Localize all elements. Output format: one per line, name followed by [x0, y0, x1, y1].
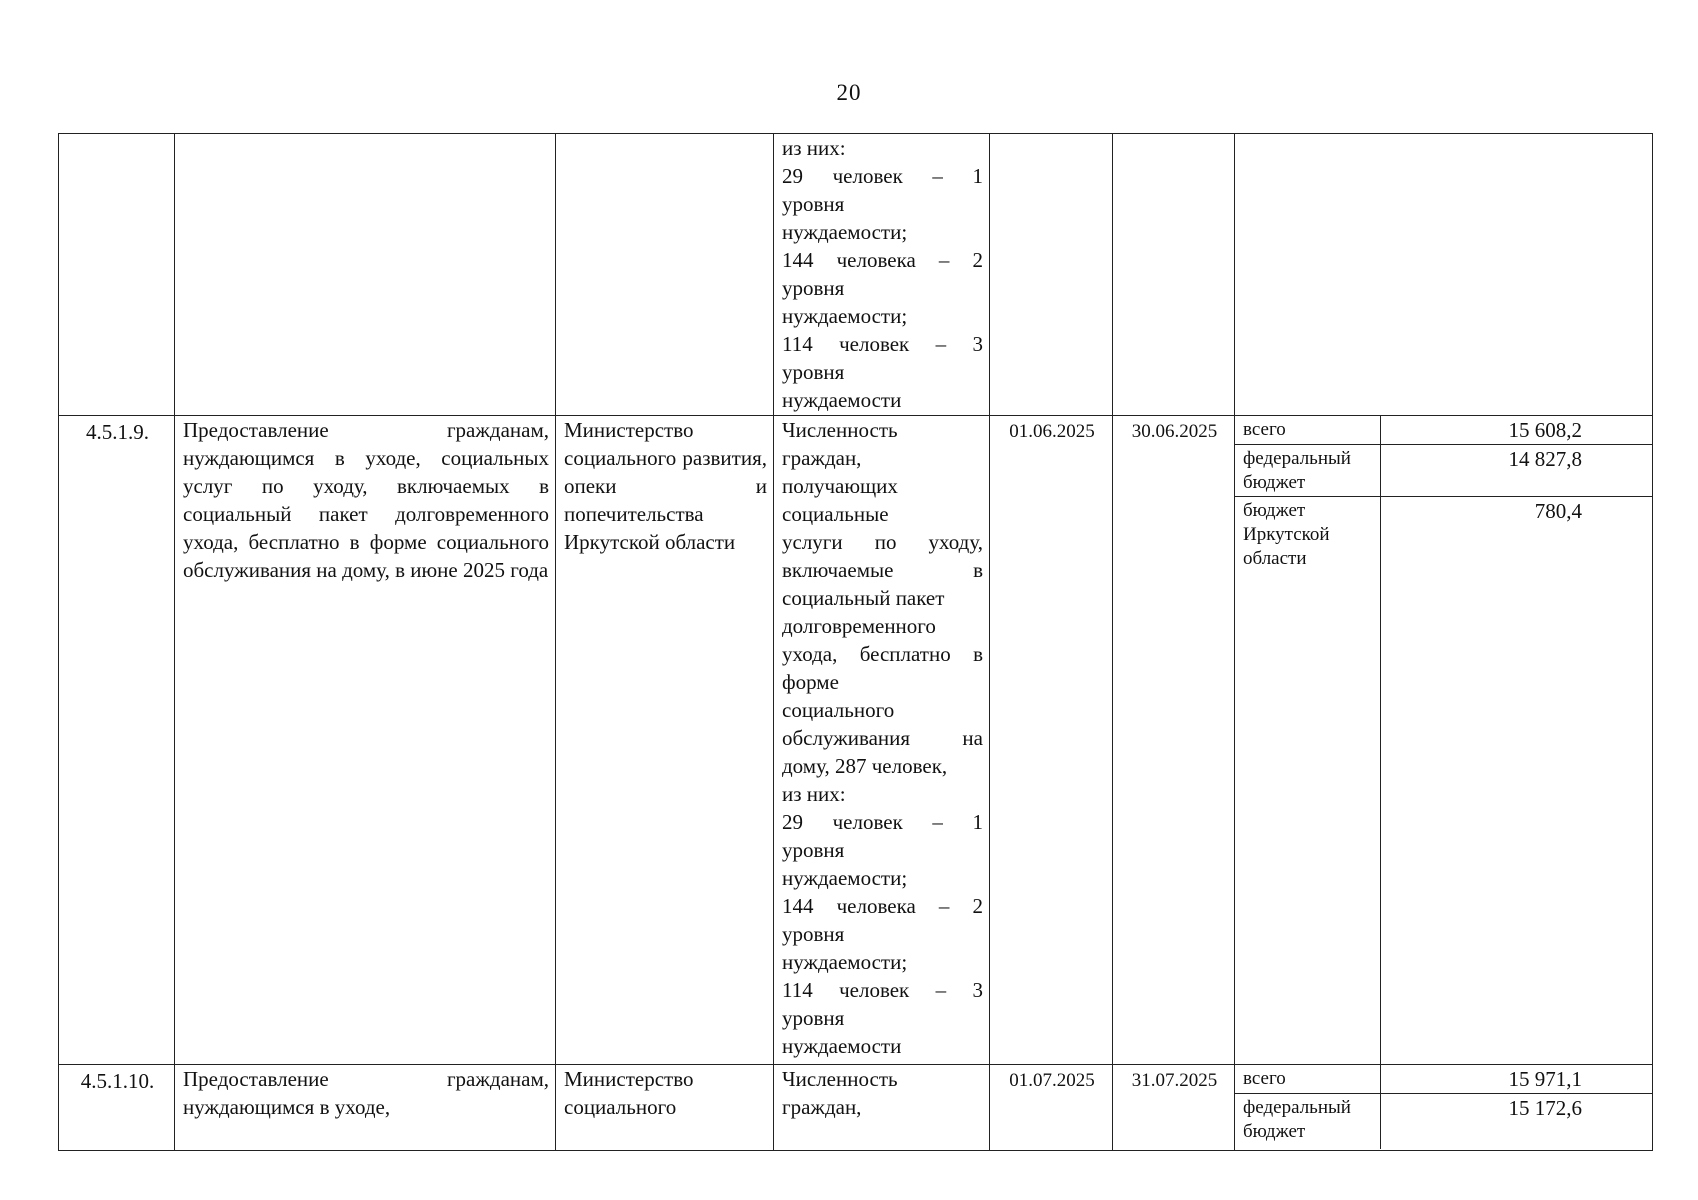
indicator-line: из них: [782, 136, 846, 160]
indicator-line: граждан, [782, 446, 862, 470]
indicator-line: уровня [782, 192, 845, 216]
finance-row [1235, 1093, 1652, 1149]
indicator-line: Численность [782, 1067, 898, 1091]
start-date-cell [990, 134, 1113, 416]
indicator-line: 144 человека – 2 [782, 894, 983, 918]
indicator-line: нуждаемости; [782, 950, 908, 974]
indicator-line: 144 человека – 2 [782, 248, 983, 272]
finance-row [1235, 1065, 1652, 1093]
indicator-cell [774, 134, 990, 416]
indicator-line: нуждаемости; [782, 220, 908, 244]
indicator-cell [774, 1065, 990, 1151]
indicator-line: включаемые в [782, 558, 983, 582]
finance-cell [1235, 134, 1653, 416]
indicator-cell [774, 416, 990, 1065]
finance-table [1235, 416, 1652, 1064]
funding-source: федеральный бюджет [1235, 444, 1380, 496]
funding-amount: 14 827,8 [1380, 444, 1652, 496]
finance-table [1235, 1065, 1652, 1149]
indicator-line: социальный пакет [782, 586, 945, 610]
page-number: 20 [836, 80, 862, 105]
table-row [59, 1065, 1653, 1151]
indicator-line: 114 человек – 3 [782, 978, 983, 1002]
indicator-line: 29 человек – 1 [782, 810, 983, 834]
indicator-line: дому, 287 человек, [782, 754, 948, 778]
indicator-line: нуждаемости; [782, 866, 908, 890]
finance-row [1235, 416, 1652, 444]
funding-source: федеральный бюджет [1243, 1096, 1351, 1142]
indicator-line: уровня [782, 1006, 845, 1030]
funding-source: бюджет Иркутской области [1243, 499, 1330, 569]
finance-cell [1235, 416, 1653, 1065]
finance-row [1235, 444, 1652, 496]
funding-amount: 15 971,1 [1380, 1065, 1652, 1093]
indicator-line: граждан, [782, 1095, 862, 1119]
measure-name-cell [175, 134, 556, 416]
indicator-line: получающих [782, 474, 898, 498]
start-date-cell: 01.07.2025 [990, 1065, 1113, 1151]
indicator-line: уровня [782, 922, 845, 946]
measure-number-cell: 4.5.1.9. [59, 416, 175, 1065]
table-row [59, 416, 1653, 1065]
funding-source: всего [1235, 416, 1380, 444]
measure-number-cell: 4.5.1.10. [59, 1065, 175, 1151]
indicator-line: 29 человек – 1 [782, 164, 983, 188]
indicator-line: Численность [782, 418, 898, 442]
indicator-line: социального [782, 698, 895, 722]
funding-amount: 15 172,6 [1380, 1093, 1652, 1149]
indicator-line: социальные [782, 502, 889, 526]
measure-number-cell [59, 134, 175, 416]
indicator-line: обслуживания на [782, 726, 983, 750]
indicator-line: уровня [782, 838, 845, 862]
indicator-line: форме [782, 670, 839, 694]
start-date-cell: 01.06.2025 [990, 416, 1113, 1065]
executor-cell: Министерство социального развития, опеки и попечительства Иркутской области [556, 416, 774, 1065]
indicator-line: ухода, бесплатно в [782, 642, 983, 666]
end-date-cell: 31.07.2025 [1113, 1065, 1235, 1151]
end-date-cell [1113, 134, 1235, 416]
indicator-line: долговременного [782, 614, 936, 638]
indicator-line: нуждаемости [782, 1034, 902, 1058]
funding-source: всего [1235, 1065, 1380, 1093]
table-row [59, 134, 1653, 416]
executor-cell: Министерство социального [556, 1065, 774, 1151]
indicator-line: нуждаемости; [782, 304, 908, 328]
finance-cell [1235, 1065, 1653, 1151]
measure-name-cell: Предоставление гражданам, нуждающимся в уходе, [175, 1065, 556, 1151]
funding-amount: 15 608,2 [1380, 416, 1652, 444]
indicator-line: услуги по уходу, [782, 530, 983, 554]
finance-row [1235, 496, 1652, 1064]
indicator-line: нуждаемости [782, 388, 902, 412]
end-date-cell: 30.06.2025 [1113, 416, 1235, 1065]
executor-cell [556, 134, 774, 416]
indicator-line: 114 человек – 3 [782, 332, 983, 356]
funding-amount: 780,4 [1380, 496, 1652, 1064]
indicator-line: из них: [782, 782, 846, 806]
indicator-line: уровня [782, 360, 845, 384]
indicator-line: уровня [782, 276, 845, 300]
measures-table [58, 133, 1653, 1151]
measure-name-cell: Предоставление гражданам, нуждающимся в уходе, социальных услуг по уходу, включаемых в социальный пакет долговременного ухода, бесплатно в форме социального обслуживания на дому, в июне 2025 года [175, 416, 556, 1065]
